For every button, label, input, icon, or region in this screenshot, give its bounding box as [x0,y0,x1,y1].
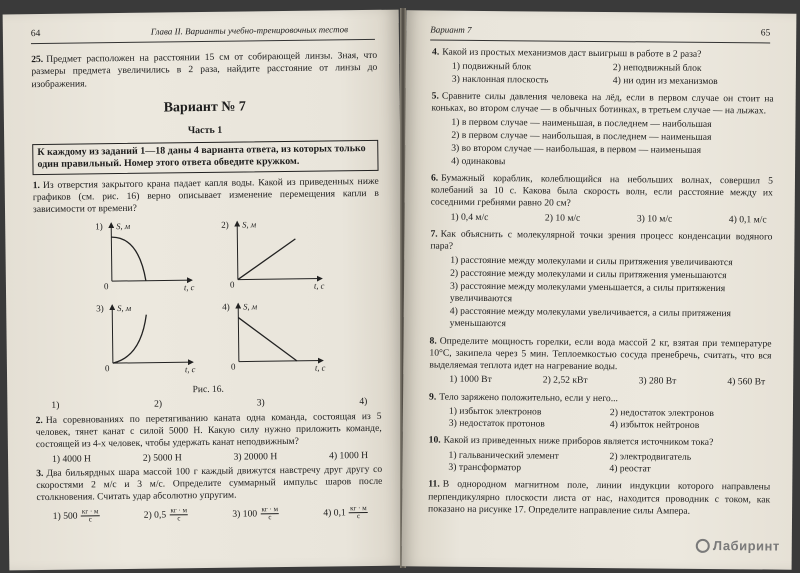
answer-option[interactable]: 2) 10 м/с [544,212,581,224]
labirint-watermark: Лабиринт [696,538,780,555]
graph-4 [222,301,325,374]
left-page [3,10,406,571]
running-title: Вариант 7 [430,24,472,35]
answer-option[interactable]: 1) гальванический элемент [448,449,559,462]
graph-4-yaxis: S, м [243,301,258,312]
variant-title: Вариант № 7 [163,99,246,116]
answer-option[interactable]: 2) электродвигатель [609,450,692,463]
answer-option[interactable]: 4) 0,1 м/с [728,213,767,226]
question-2: 2. На соревнованиях по перетягиванию каната одна команда, состоящая из 5 человек, тянет канат с силой 5000 Н. Какую силу нужно приложить команде, состоящей из 4-х человек, чтобы удержать канат неподвижным? [35,410,382,451]
graph-1-curve [111,237,146,281]
page-number: 64 [30,28,41,40]
labirint-logo-icon [696,539,710,553]
answer-option[interactable]: 2) в первом случае — наибольшая, в последнем — наименьшая [451,129,712,144]
answer-option[interactable]: 3) 20000 Н [233,450,278,463]
answer-option[interactable]: 1) расстояние между молекулами и силы притяжения увеличиваются [450,255,733,269]
answer-option[interactable]: 3) 100 $\frac{кг \cdot м}{с}$ [232,504,279,522]
answer-option[interactable]: 1) 1000 Вт [449,374,492,386]
question-9: 9. Тело заряжено положительно, если у него... [429,391,619,404]
graph-3-origin: 0 [104,363,110,374]
answer-option[interactable]: 1) в первом случае — наименьшая, в последнем — наибольшая [451,117,712,131]
answer-option[interactable]: 2) 2,52 кВт [542,374,588,387]
question-10-options [428,449,770,477]
answer-option[interactable]: 3) трансформатор [448,461,522,474]
question-25: 25. Предмет расположен на расстоянии 15 см от собирающей линзы. Зная, что размеры предмета увеличились в 2 раза, найдите расстояние от линзы до изображения. [31,49,378,90]
question-1: 1. Из отверстия закрытого крана падает капля воды. Какой из приведенных ниже графиков (см. рис. 16) верно описывает изменение перемещения капли в зависимости от времени? [32,175,379,216]
graph-4-line [238,317,297,362]
graph-2-yaxis: S, м [242,219,257,230]
graph-2-line [237,239,295,280]
graph-3 [96,302,195,375]
answer-option[interactable]: 2) [153,398,163,411]
question-9-options [429,405,771,433]
answer-option[interactable]: 3) во втором случае — наибольшая, в первом — наименьшая [451,142,702,156]
left-content [31,50,383,526]
answer-option[interactable]: 4) [359,396,368,408]
question-10: 10. Какой из приведенных ниже приборов является источником тока? [428,434,714,449]
graph-1 [95,220,194,293]
graph-4-xaxis: t, c [314,362,326,373]
question-3-options [37,504,383,524]
answer-option[interactable]: 4) 1000 Н [329,449,369,461]
answer-option[interactable]: 4) 0,1 $\frac{кг \cdot м}{с}$ [323,503,367,521]
question-5: 5. Сравните силы давления человека на лёд, если в первом случае он стоит на коньках, во втором случае — в обычных ботинках, в третьем случае — на лыжах. [431,90,774,117]
graph-2-label: 2) [221,219,229,231]
question-8-options [429,374,771,389]
question-8: 8. Определите мощность горелки, если вода массой 2 кг, взятая при температуре 10°С, закипела через 5 мин. Теплоемкостью сосуда пренебречь, считать, что вся выделяемая теплота идет на нагревание воды. [429,335,772,373]
question-6: 6. Бумажный кораблик, колеблющийся на небольших волнах, совершил 5 колебаний за 10 с. Какова была скорость волн, если расстояние между их соседними гребнями равно 20 см? [430,172,774,210]
answer-option[interactable]: 3) расстояние между молекулами уменьшается, а силы притяжения увеличиваются [449,280,726,305]
answer-option[interactable]: 2) расстояние между молекулами и силы притяжения уменьшаются [450,267,727,282]
answer-option[interactable]: 1) 4000 Н [51,452,92,465]
graph-3-curve [112,315,147,363]
graph-2-xaxis: t, c [313,280,325,291]
answer-option[interactable]: 4) одинаковы [451,155,506,167]
answer-option[interactable]: 4) расстояние между молекулами увеличивается, а силы притяжения уменьшаются [449,305,731,330]
answer-option[interactable]: 1) 0,4 м/с [450,211,489,223]
answer-option[interactable]: 2) недостаток электронов [609,407,714,419]
answer-option[interactable]: 4) реостат [609,463,651,475]
graph-2 [221,219,324,292]
answer-option[interactable]: 1) подвижный блок [451,60,532,73]
graph-3-xaxis: t, c [184,364,196,375]
answer-option[interactable]: 1) 500 $\frac{кг \cdot м}{с}$ [52,506,99,524]
instructions-box: К каждому из заданий 1—18 даны 4 варианта ответа, из которых только один правильный. Номер этого ответа обведите кружком. [32,139,378,174]
answer-option[interactable]: 3) наклонная плоскость [451,73,549,86]
answer-option[interactable]: 2) 0,5 $\frac{кг \cdot м}{с}$ [143,505,188,523]
right-page [402,10,797,569]
graph-1-label: 1) [95,221,103,232]
graph-1-yaxis: S, м [116,221,131,232]
question-3: 3. Два бильярдных шара массой 100 г каждый движутся навстречу друг другу со скоростями 2 м/с и 3 м/с. Определите суммарный импульс шаров после столкновения. Считать удар абсолютно упругим. [36,463,383,504]
answer-option[interactable]: 1) избыток электронов [448,405,542,418]
graph-3-label: 3) [96,303,104,314]
left-running-head [31,24,375,44]
answer-option[interactable]: 3) недостаток протонов [448,417,545,430]
answer-option[interactable]: 3) [256,397,265,409]
figure-16-graphs [33,216,381,384]
graph-4-origin: 0 [230,361,236,372]
right-content [428,47,774,521]
answer-option[interactable]: 4) 560 Вт [727,376,766,388]
graphs-svg [33,216,375,384]
answer-option[interactable]: 4) ни один из механизмов [612,74,718,87]
answer-option[interactable]: 3) 280 Вт [638,375,677,388]
graph-4-label: 4) [222,301,230,313]
answer-option[interactable]: 2) 5000 Н [142,451,182,464]
right-running-head [430,25,770,44]
graph-1-origin: 0 [103,281,109,292]
page-number: 65 [760,28,771,39]
question-11: 11. В однородном магнитном поле, линии индукции которого направлены перпендикулярно плоскости листа от нас, находится проводник с током, как показано на рисунке 17. Определите направление силы Ампера. [428,478,771,517]
question-4: 4. Какой из простых механизмов даст выигрыш в работе в 2 раза? [432,46,702,60]
answer-option[interactable]: 4) избыток нейтронов [609,419,700,432]
answer-option[interactable]: 2) неподвижный блок [612,62,702,75]
question-7-options [430,255,773,333]
figure-caption: Рис. 16. [192,385,224,396]
question-5-options [431,117,773,171]
graph-3-yaxis: S, м [117,303,132,314]
part-title: Часть 1 [187,124,223,136]
question-7: 7. Как объяснить с молекулярной точки зрения процесс конденсации водяного пара? [430,228,773,252]
answer-option[interactable]: 3) 10 м/с [636,213,673,225]
question-4-options [432,61,774,89]
running-title: Глава II. Варианты учебно-тренировочных тестов [150,24,349,37]
graph-2-origin: 0 [229,279,235,290]
answer-option[interactable]: 1) [51,400,60,412]
graph-1-xaxis: t, c [183,282,195,293]
question-6-options [431,211,773,226]
